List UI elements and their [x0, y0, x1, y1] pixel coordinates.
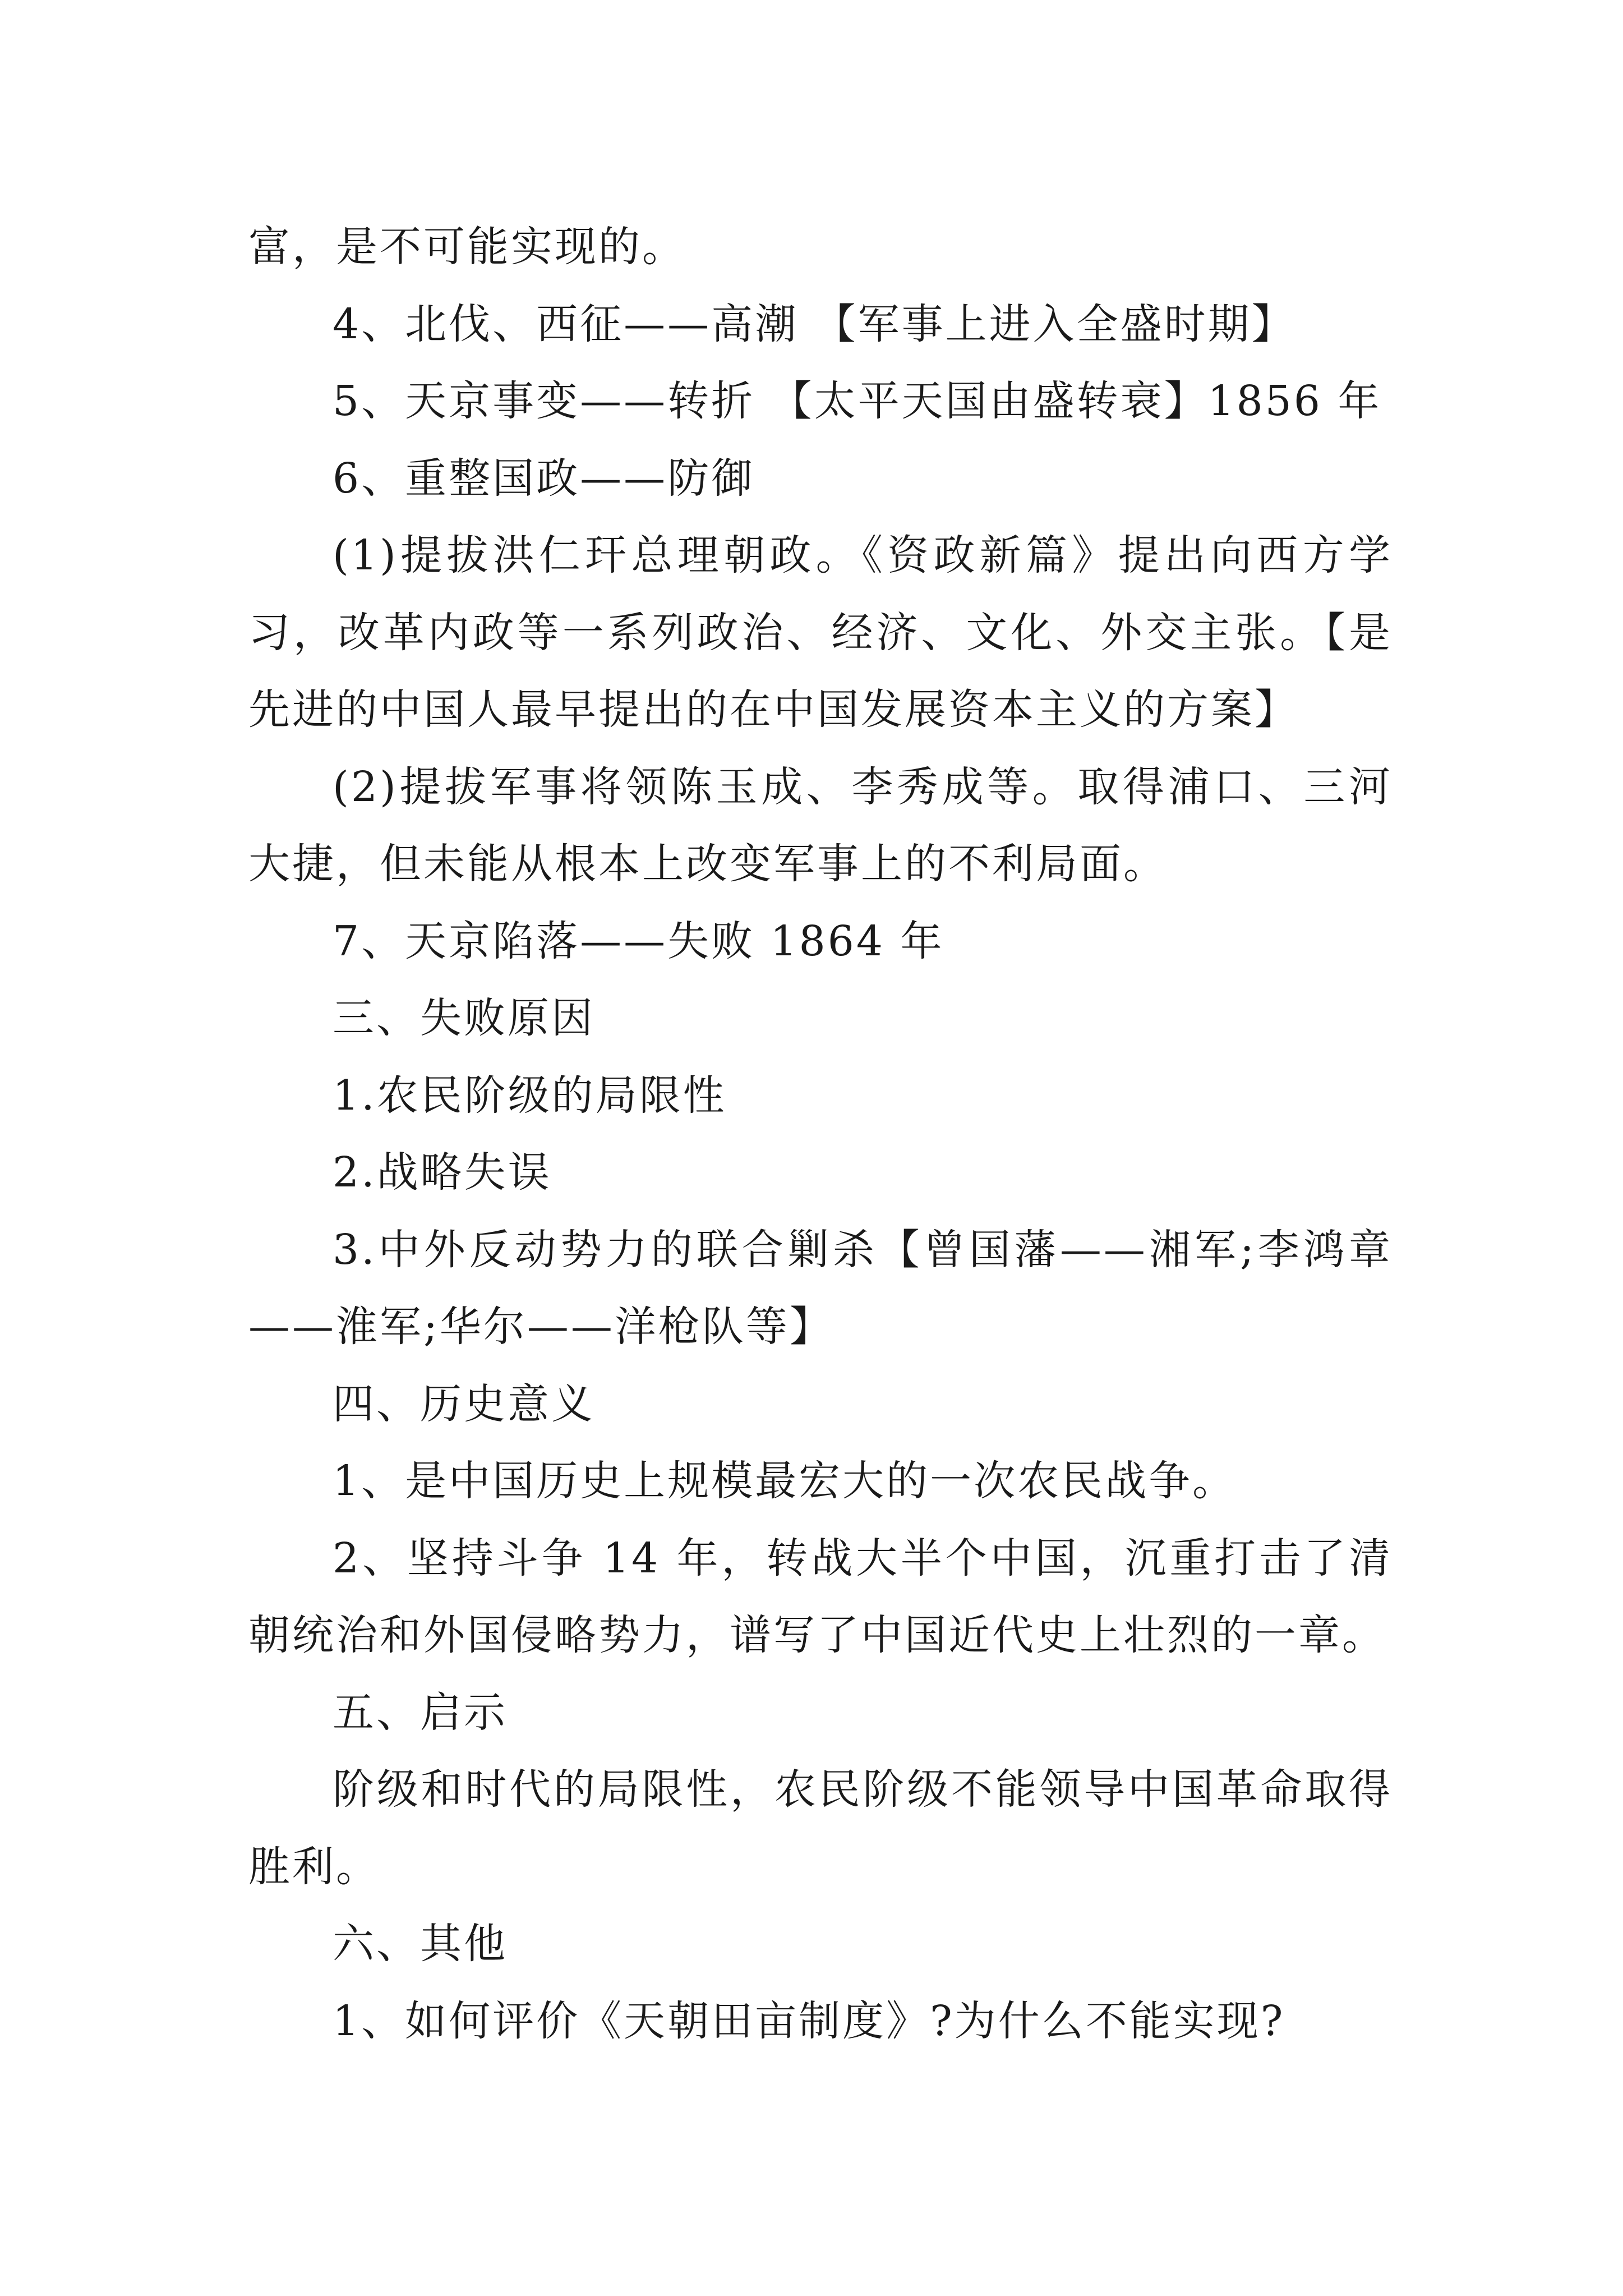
- paragraph: (2)提拔军事将领陈玉成、李秀成等。取得浦口、三河大捷，但未能从根本上改变军事上的不利局面。: [248, 762, 1393, 888]
- list-item: 2.战略失误: [333, 1148, 552, 1197]
- paragraph: 7、天京陷落——失败 1864 年: [333, 917, 944, 965]
- list-item: 1、如何评价《天朝田亩制度》?为什么不能实现?: [333, 1996, 1285, 2045]
- paragraph: 5、天京事变——转折 【太平天国由盛转衰】1856 年: [333, 377, 1382, 425]
- paragraph: 6、重整国政——防御: [333, 454, 755, 503]
- list-item: 3.中外反动势力的联合剿杀【曾国藩——湘军;李鸿章——淮军;华尔——洋枪队等】: [248, 1225, 1393, 1351]
- list-item: 2、坚持斗争 14 年，转战大半个中国，沉重打击了清朝统治和外国侵略势力，谱写了中国近代史上壮烈的一章。: [248, 1534, 1393, 1659]
- section-heading: 三、失败原因: [333, 994, 595, 1042]
- paragraph: 富，是不可能实现的。: [248, 223, 686, 271]
- paragraph: 4、北伐、西征——高潮 【军事上进入全盛时期】: [333, 300, 1295, 348]
- list-item: 1、是中国历史上规模最宏大的一次农民战争。: [333, 1457, 1237, 1505]
- section-heading: 四、历史意义: [333, 1379, 595, 1428]
- paragraph: 阶级和时代的局限性，农民阶级不能领导中国革命取得胜利。: [248, 1765, 1393, 1891]
- paragraph: (1)提拔洪仁玕总理朝政。《资政新篇》提出向西方学习，改革内政等一系列政治、经济、文化、外交主张。【是先进的中国人最早提出的在中国发展资本主义的方案】: [248, 531, 1393, 734]
- section-heading: 五、启示: [333, 1688, 508, 1737]
- section-heading: 六、其他: [333, 1920, 508, 1968]
- list-item: 1.农民阶级的局限性: [333, 1071, 727, 1120]
- document-body: [248, 209, 1393, 2060]
